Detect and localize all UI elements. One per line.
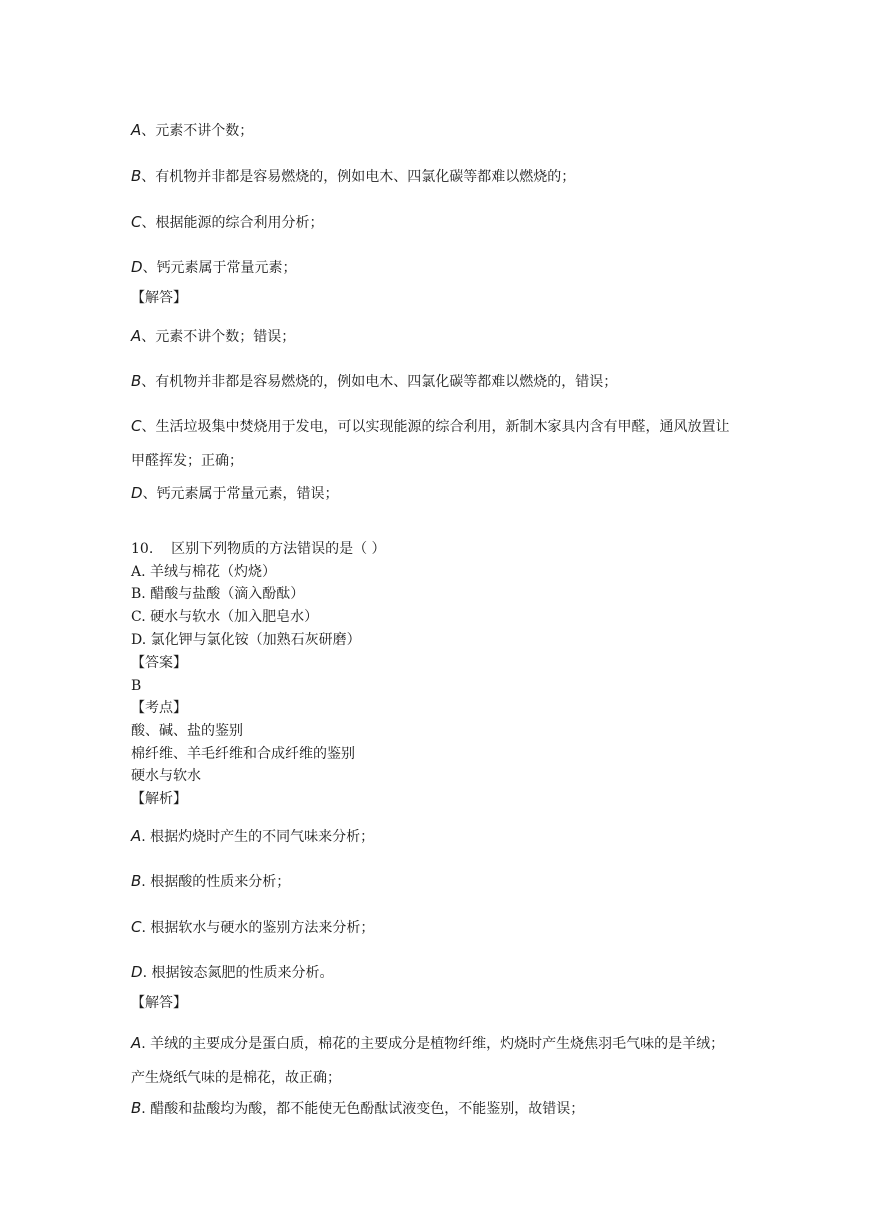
option-mark: C (131, 918, 142, 936)
answer-heading: 【解答】 (131, 290, 187, 306)
analysis-text: 根据能源的综合利用分析； (155, 215, 324, 231)
jiexi-item-d: D. 根据铵态氮肥的性质来分析。 (131, 963, 334, 981)
question-stem: 10. 区别下列物质的方法错误的是（ ） (131, 541, 386, 557)
answer-value: B (131, 678, 142, 694)
jiexi-heading: 【解析】 (131, 791, 187, 807)
option-c: C. 硬水与软水（加入肥皂水） (131, 609, 319, 625)
jieda-item-b: B. 醋酸和盐酸均为酸，都不能使无色酚酞试液变色，不能鉴别，故错误； (131, 1099, 585, 1117)
option-mark: C (131, 417, 142, 435)
answer-item-d: D、钙元素属于常量元素，错误； (131, 484, 339, 502)
analysis-item-d: D、钙元素属于常量元素； (131, 258, 297, 276)
jiexi-text: 根据酸的性质来分析； (150, 874, 291, 890)
kaodian-item: 棉纤维、羊毛纤维和合成纤维的鉴别 (131, 746, 355, 762)
jieda-text: 羊绒的主要成分是蛋白质，棉花的主要成分是植物纤维，灼烧时产生烧焦羽毛气味的是羊绒；产生烧纸气味的是棉花，故正确； (131, 1036, 725, 1086)
option-mark: A (131, 121, 142, 139)
answer-text: 元素不讲个数；错误； (155, 329, 296, 345)
jieda-heading: 【解答】 (131, 995, 187, 1011)
analysis-text: 元素不讲个数； (155, 123, 254, 139)
jiexi-item-a: A. 根据灼烧时产生的不同气味来分析； (131, 827, 375, 845)
option-mark: B (131, 372, 142, 390)
option-a: A. 羊绒与棉花（灼烧） (131, 564, 277, 580)
option-mark: D (131, 484, 143, 502)
analysis-item-b: B、有机物并非都是容易燃烧的，例如电木、四氯化碳等都难以燃烧的； (131, 167, 576, 185)
analysis-item-a: A、元素不讲个数； (131, 121, 254, 139)
option-mark: B (131, 167, 142, 185)
jiexi-item-b: B. 根据酸的性质来分析； (131, 872, 291, 890)
jiexi-text: 根据软水与硬水的鉴别方法来分析； (150, 920, 375, 936)
option-mark: D (131, 963, 143, 981)
answer-item-c: C、生活垃圾集中焚烧用于发电，可以实现能源的综合利用，新制木家具内含有甲醛，通风放置让甲醛挥发；正确； (131, 417, 730, 469)
option-mark: A (131, 1034, 142, 1052)
answer-text: 生活垃圾集中焚烧用于发电，可以实现能源的综合利用，新制木家具内含有甲醛，通风放置让甲醛挥发；正确； (131, 419, 730, 469)
analysis-text: 钙元素属于常量元素； (156, 260, 297, 276)
option-mark: B (131, 1099, 142, 1117)
jiexi-item-c: C. 根据软水与硬水的鉴别方法来分析； (131, 918, 375, 936)
answer-item-a: A、元素不讲个数；错误； (131, 327, 296, 345)
option-b: B. 醋酸与盐酸（滴入酚酞） (131, 586, 305, 602)
answer-label: 【答案】 (131, 655, 187, 671)
kaodian-heading: 【考点】 (131, 700, 187, 716)
option-mark: D (131, 258, 143, 276)
option-mark: C (131, 213, 142, 231)
answer-text: 钙元素属于常量元素，错误； (156, 486, 339, 502)
option-d: D. 氯化钾与氯化铵（加熟石灰研磨） (131, 632, 361, 648)
analysis-text: 有机物并非都是容易燃烧的，例如电木、四氯化碳等都难以燃烧的； (155, 169, 576, 185)
option-mark: B (131, 872, 142, 890)
jieda-text: 醋酸和盐酸均为酸，都不能使无色酚酞试液变色，不能鉴别，故错误； (150, 1101, 585, 1117)
option-mark: A (131, 827, 142, 845)
jiexi-text: 根据铵态氮肥的性质来分析。 (151, 965, 334, 981)
option-mark: A (131, 327, 142, 345)
kaodian-item: 硬水与软水 (131, 768, 201, 784)
analysis-item-c: C、根据能源的综合利用分析； (131, 213, 324, 231)
jieda-item-a: A. 羊绒的主要成分是蛋白质，棉花的主要成分是植物纤维，灼烧时产生烧焦羽毛气味的是羊绒；产生烧纸气味的是棉花，故正确； (131, 1034, 725, 1086)
kaodian-item: 酸、碱、盐的鉴别 (131, 723, 243, 739)
jiexi-text: 根据灼烧时产生的不同气味来分析； (150, 829, 375, 845)
answer-item-b: B、有机物并非都是容易燃烧的，例如电木、四氯化碳等都难以燃烧的，错误； (131, 372, 618, 390)
answer-text: 有机物并非都是容易燃烧的，例如电木、四氯化碳等都难以燃烧的，错误； (155, 374, 618, 390)
